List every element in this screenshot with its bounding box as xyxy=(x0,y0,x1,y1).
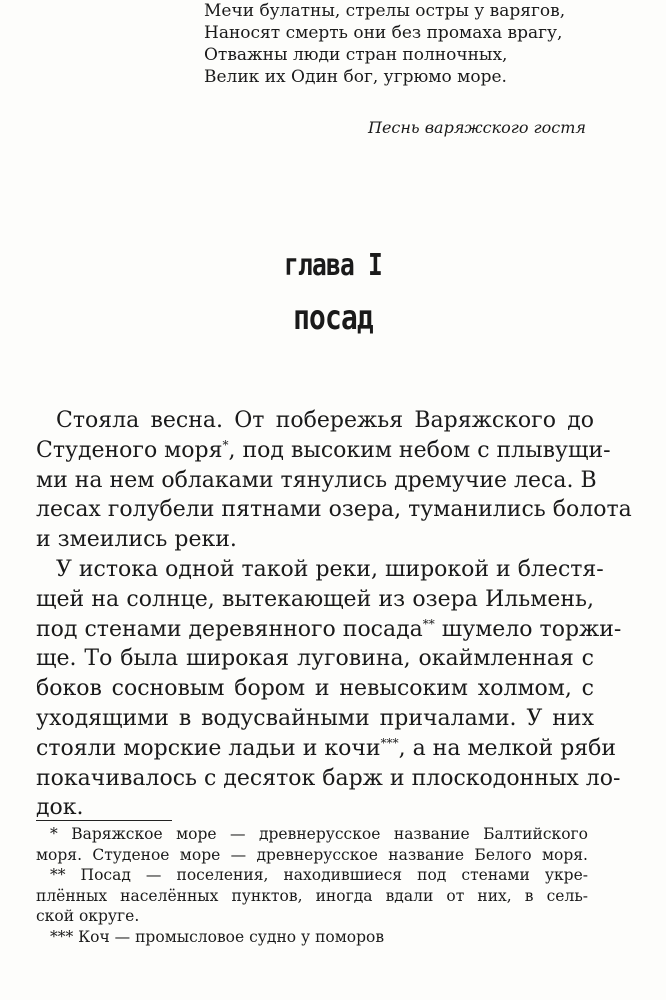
paragraph-line: док. xyxy=(36,795,84,821)
paragraph-line: уходящими в водусвайными причалами. У них xyxy=(36,705,594,731)
footnote-line: *** Коч — промысловое судно у поморов xyxy=(50,927,385,946)
text-fragment: стояли морские ладьи и кочи xyxy=(36,735,381,761)
footnote-line: ** Посад — поселения, находившиеся под стенами укре- xyxy=(50,866,588,884)
paragraph-line xyxy=(36,436,611,466)
footnote-mark: *** xyxy=(380,735,399,750)
chapter-label: глава I xyxy=(284,248,382,283)
paragraph-line: покачивалось с десяток барж и плоскодонных ло- xyxy=(36,765,621,791)
epigraph-line: Отважны люди стран полночных, xyxy=(204,45,508,65)
paragraph-line xyxy=(36,615,622,645)
paragraph-line: ми на нем облаками тянулись дремучие леса. В xyxy=(36,467,597,493)
epigraph-source: Песнь варяжского гостя xyxy=(368,118,586,137)
footnote-line: ской округе. xyxy=(36,907,140,925)
footnote-line: моря. Студеное море — древнерусское название Белого моря. xyxy=(36,845,588,864)
footnote-line: плённых населённых пунктов, иногда вдали от них, в сель- xyxy=(36,886,588,905)
text-fragment: , а на мелкой ряби xyxy=(398,735,617,761)
text-fragment: , под высоким небом с плывущи- xyxy=(228,437,611,463)
text-fragment: Студеного моря xyxy=(36,437,223,463)
paragraph-line: ще. То была широкая луговина, окаймленная с xyxy=(36,646,594,672)
epigraph-line: Мечи булатны, стрелы остры у варягов, xyxy=(204,1,566,21)
footnote-line: * Варяжское море — древнерусское название Балтийского xyxy=(50,825,588,843)
chapter-title: посад xyxy=(293,298,373,338)
paragraph-line: лесах голубели пятнами озера, туманились болота xyxy=(36,497,632,523)
body-text xyxy=(36,406,632,823)
paragraph-line: У истока одной такой реки, широкой и блестя- xyxy=(56,556,604,582)
paragraph-line: щей на солнце, вытекающей из озера Ильмень, xyxy=(36,586,594,612)
epigraph-line: Велик их Один бог, угрюмо море. xyxy=(204,67,507,87)
paragraph-line xyxy=(36,734,617,764)
paragraph-line: и змеились реки. xyxy=(36,527,237,553)
epigraph xyxy=(204,0,565,88)
footnote-mark: ** xyxy=(422,616,435,631)
text-fragment: под стенами деревянного посада xyxy=(36,616,423,642)
footnote-mark: * xyxy=(222,437,229,452)
paragraph-line: Стояла весна. От побережья Варяжского до xyxy=(56,408,594,433)
text-fragment: шумело торжи- xyxy=(434,616,622,642)
footnotes xyxy=(36,824,588,947)
epigraph-line: Наносят смерть они без промаха врагу, xyxy=(204,23,563,43)
paragraph-line: боков сосновым бором и невысоким холмом, с xyxy=(36,676,594,702)
footnote-divider xyxy=(36,820,172,821)
